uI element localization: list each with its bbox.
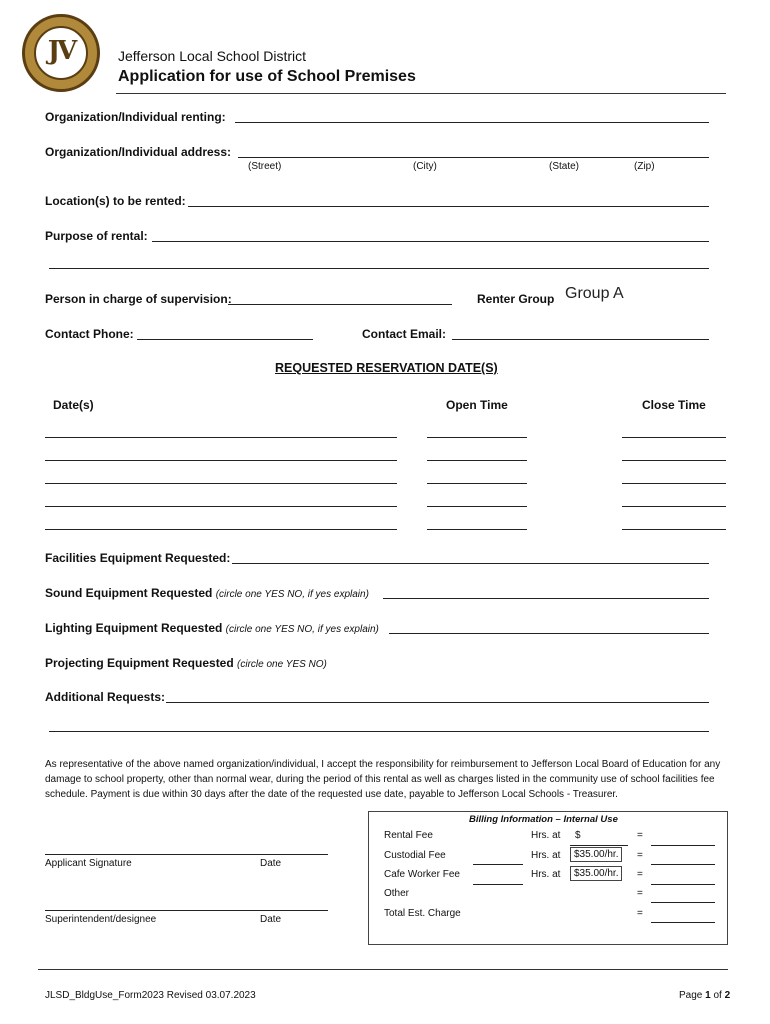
billing-row-equals: =: [637, 908, 643, 919]
billing-row-equals: =: [637, 850, 643, 861]
billing-hours-field[interactable]: [473, 864, 523, 865]
supervisor-label: Person in charge of supervision:: [45, 292, 232, 306]
billing-row-equals: =: [637, 830, 643, 841]
agreement-text: As representative of the above named organization/individual, I accept the responsibility for reimbursement to Jefferson Local Board of Education for any damage to school property, other than normal wear, during the period of this rental as well as charges listed in the community use of school facilities fee schedule. Payment is due within 30 days after the date of the requested use date, payable to Jefferson Local Schools - Treasurer.: [45, 759, 721, 800]
billing-row-equals: =: [637, 888, 643, 899]
superintendent-signature-label: Superintendent/designee: [45, 914, 157, 925]
purpose-field-continued[interactable]: [49, 268, 709, 269]
address-zip-hint: (Zip): [634, 161, 655, 172]
address-city-hint: (City): [413, 161, 437, 172]
sound-equipment-row: [45, 586, 369, 600]
billing-row-label: Custodial Fee: [384, 850, 446, 861]
org-address-field[interactable]: [238, 157, 709, 158]
district-name: Jefferson Local School District: [118, 48, 307, 64]
billing-amount-field[interactable]: [651, 845, 715, 846]
lighting-equipment-field[interactable]: [389, 633, 709, 634]
contact-phone-field[interactable]: [137, 339, 313, 340]
additional-requests-field-continued[interactable]: [49, 731, 709, 732]
footer-divider: [38, 969, 728, 970]
logo-monogram: JV: [47, 36, 75, 66]
close-time-field-1[interactable]: [622, 437, 726, 438]
additional-requests-field[interactable]: [166, 702, 709, 703]
billing-row-rate: $35.00/hr.: [570, 847, 622, 862]
open-time-field-3[interactable]: [427, 483, 527, 484]
billing-row-rate: $: [575, 830, 581, 841]
additional-requests-label: Additional Requests:: [45, 690, 166, 704]
page-of: of: [710, 990, 725, 1001]
applicant-signature-field[interactable]: [45, 854, 328, 855]
superintendent-signature-field[interactable]: [45, 910, 328, 911]
billing-row-equals: =: [637, 869, 643, 880]
district-logo: [22, 14, 100, 92]
sound-equipment-field[interactable]: [383, 598, 709, 599]
purpose-field[interactable]: [152, 241, 709, 242]
open-time-field-5[interactable]: [427, 529, 527, 530]
contact-phone-label: Contact Phone:: [45, 327, 134, 341]
page-prefix: Page: [679, 990, 706, 1001]
date-field-1[interactable]: [45, 437, 397, 438]
contact-email-label: Contact Email:: [362, 327, 447, 341]
org-renting-label: Organization/Individual renting:: [45, 110, 226, 124]
col-close-header: Close Time: [642, 398, 706, 412]
page-title: Application for use of School Premises: [118, 68, 416, 85]
col-dates-header: Date(s): [53, 398, 94, 412]
superintendent-date-label: Date: [260, 914, 282, 925]
supervisor-field[interactable]: [228, 304, 452, 305]
open-time-field-2[interactable]: [427, 460, 527, 461]
billing-row-label: Rental Fee: [384, 830, 433, 841]
open-time-field-4[interactable]: [427, 506, 527, 507]
billing-row-label: Other: [384, 888, 410, 899]
close-time-field-4[interactable]: [622, 506, 726, 507]
lighting-equipment-row: [45, 621, 379, 635]
billing-amount-field[interactable]: [651, 902, 715, 903]
locations-label: Location(s) to be rented:: [45, 194, 186, 208]
projecting-equipment-label: Projecting Equipment Requested: [45, 656, 234, 670]
org-address-label: Organization/Individual address:: [45, 145, 232, 159]
date-field-5[interactable]: [45, 529, 397, 530]
billing-row-hrs-at: Hrs. at: [531, 850, 561, 861]
applicant-date-label: Date: [260, 858, 282, 869]
contact-email-field[interactable]: [452, 339, 709, 340]
billing-amount-field[interactable]: [651, 864, 715, 865]
applicant-signature-label: Applicant Signature: [45, 858, 132, 869]
billing-amount-field[interactable]: [651, 884, 715, 885]
billing-row-label: Cafe Worker Fee: [384, 869, 460, 880]
sound-equipment-note[interactable]: (circle one YES NO, if yes explain): [215, 589, 369, 600]
close-time-field-5[interactable]: [622, 529, 726, 530]
sound-equipment-label: Sound Equipment Requested: [45, 586, 213, 600]
page-number: [679, 990, 730, 1001]
billing-row-rate: $35.00/hr.: [570, 866, 622, 881]
open-time-field-1[interactable]: [427, 437, 527, 438]
billing-row-label: Total Est. Charge: [384, 908, 461, 919]
billing-total-field[interactable]: [651, 922, 715, 923]
facilities-equipment-label: Facilities Equipment Requested:: [45, 551, 231, 565]
close-time-field-3[interactable]: [622, 483, 726, 484]
renter-group-value[interactable]: Group A: [565, 285, 624, 302]
renter-group-label: Renter Group: [477, 292, 555, 306]
form-id: JLSD_BldgUse_Form2023 Revised 03.07.2023: [45, 990, 256, 1001]
col-open-header: Open Time: [446, 398, 508, 412]
reservation-heading: REQUESTED RESERVATION DATE(S): [275, 361, 498, 375]
org-renting-field[interactable]: [235, 122, 709, 123]
projecting-equipment-row: [45, 656, 327, 670]
date-field-2[interactable]: [45, 460, 397, 461]
billing-heading: Billing Information – Internal Use: [469, 814, 618, 825]
address-state-hint: (State): [549, 161, 580, 172]
header-divider: [116, 93, 726, 94]
close-time-field-2[interactable]: [622, 460, 726, 461]
date-field-3[interactable]: [45, 483, 397, 484]
logo-seal: [34, 26, 88, 80]
billing-row-hrs-at: Hrs. at: [531, 830, 561, 841]
locations-field[interactable]: [188, 206, 709, 207]
lighting-equipment-label: Lighting Equipment Requested: [45, 621, 223, 635]
projecting-equipment-note[interactable]: (circle one YES NO): [237, 659, 327, 670]
billing-hours-field[interactable]: [473, 884, 523, 885]
billing-row-hrs-at: Hrs. at: [531, 869, 561, 880]
address-street-hint: (Street): [248, 161, 282, 172]
date-field-4[interactable]: [45, 506, 397, 507]
lighting-equipment-note[interactable]: (circle one YES NO, if yes explain): [225, 624, 379, 635]
purpose-label: Purpose of rental:: [45, 229, 148, 243]
facilities-equipment-field[interactable]: [232, 563, 709, 564]
page-current: 1: [705, 990, 711, 1001]
page-total: 2: [724, 990, 731, 1001]
billing-rate-field[interactable]: [570, 845, 628, 846]
